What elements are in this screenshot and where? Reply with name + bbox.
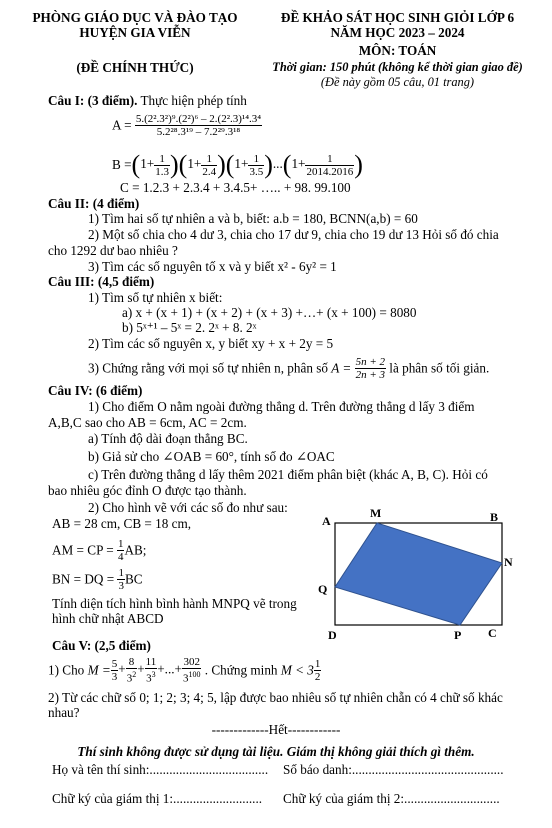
label-n: N bbox=[504, 555, 513, 569]
label-d: D bbox=[328, 628, 337, 642]
q2-item-2: 2) Một số chia cho 4 dư 3, chia cho 17 dư 9, chia cho 19 dư 13 Hỏi số đó chia bbox=[88, 227, 499, 242]
q3-item-1b: b) 5ˣ⁺¹ – 5ˣ = 2. 2ˣ + 8. 2ˣ bbox=[122, 320, 257, 335]
q5-item-2-cont: nhau? bbox=[48, 705, 80, 720]
q5-heading: Câu V: (2,5 điểm) bbox=[52, 638, 151, 653]
q4-item-1b: b) Giả sử cho ∠OAB = 60°, tính số đo ∠OAC bbox=[88, 449, 335, 464]
q4-heading: Câu IV: (6 điểm) bbox=[48, 383, 143, 398]
q3-item-1a: a) x + (x + 1) + (x + 2) + (x + 3) +…+ (x + 100) = 8080 bbox=[122, 305, 417, 320]
candidate-name-field: Họ và tên thí sinh:.................................... bbox=[52, 762, 269, 777]
end-marker: -------------Hết------------ bbox=[211, 722, 341, 737]
q4-item-2: 2) Cho hình vẽ với các số đo như sau: bbox=[88, 500, 288, 515]
official-label: (ĐỀ CHÍNH THỨC) bbox=[76, 60, 194, 75]
label-q: Q bbox=[318, 582, 328, 596]
q1-heading: Câu I: (3 điểm). Thực hiện phép tính bbox=[48, 93, 247, 108]
q2-heading: Câu II: (4 điểm) bbox=[48, 196, 140, 211]
q4-item-2c: BN = DQ = $\frac{1}{3}$ BC bbox=[52, 567, 143, 592]
candidate-number-field: Số báo danh:.............................................. bbox=[283, 762, 504, 777]
q2-item-1: 1) Tìm hai số tự nhiên a và b, biết: a.b = 180, BCNN(a,b) = 60 bbox=[88, 211, 418, 226]
label-p: P bbox=[454, 628, 462, 642]
subject: MÔN: TOÁN bbox=[358, 43, 437, 58]
label-a: A bbox=[322, 514, 331, 528]
q3-item-1: 1) Tìm số tự nhiên x biết: bbox=[88, 290, 223, 305]
rectangle-figure bbox=[312, 505, 522, 645]
q4-item-1c-cont: bao nhiêu góc đỉnh O được tạo thành. bbox=[48, 483, 247, 498]
q4-item-1c: c) Trên đường thẳng d lấy thêm 2021 điểm phân biệt (khác A, B, C). Hỏi có bbox=[88, 467, 488, 482]
q3-item-3: 3) Chứng rằng với mọi số tự nhiên n, phân số A = $\frac{5n + 2}{2n + 3}$ là phân số tối giản. bbox=[88, 356, 490, 381]
page-count: (Đề này gồm 05 câu, 01 trang) bbox=[320, 75, 475, 89]
label-m: M bbox=[370, 506, 382, 520]
q1-expression-b: B =(1+ $\frac{1}{1.3}$ )(1+ $\frac{1}{2.4}$ )(1+ $\frac{1}{3.5}$ )...(1+ $\frac{1}{2014.2016}$ ) bbox=[112, 150, 363, 179]
q1-expression-a: A = $\frac{\text{5.(2².3²)⁹.(2²)⁶ – 2.(2².3)¹⁴.3⁴}}{\text{5.2²⁸.3¹⁹ – 7.2²⁹.3¹⁸}}$ bbox=[112, 113, 262, 138]
q2-item-3: 3) Tìm các số nguyên tố x và y biết x² - 6y² = 1 bbox=[88, 259, 337, 274]
q4-item-2b: AM = CP = $\frac{1}{4}$ AB; bbox=[52, 538, 147, 563]
q4-item-1: 1) Cho điểm O nằm ngoài đường thẳng d. Trên đường thẳng d lấy 3 điểm bbox=[88, 399, 475, 414]
parallelogram-mnpq bbox=[335, 523, 502, 625]
q4-item-2a: AB = 28 cm, CB = 18 cm, bbox=[52, 516, 192, 531]
q5-item-1: 1) Cho M = $\frac{5}{3}$ + $\frac{8}{3^2}$ + $\frac{11}{3^3}$ +...+ $\frac{302}{3^{100}}$ . Chứng minh M < 3 $\frac{1}{2}$ bbox=[48, 656, 321, 685]
district-name: HUYỆN GIA VIỄN bbox=[79, 25, 191, 40]
supervisor-2-signature: Chữ ký của giám thị 2:............................. bbox=[283, 791, 500, 806]
school-year: NĂM HỌC 2023 – 2024 bbox=[330, 25, 465, 40]
supervisor-1-signature: Chữ ký của giám thị 1:........................... bbox=[52, 791, 263, 806]
time-limit: Thời gian: 150 phút (không kể thời gian giao đề) bbox=[272, 60, 523, 74]
q4-item-1a: a) Tính độ dài đoạn thẳng BC. bbox=[88, 431, 248, 446]
exam-title: ĐỀ KHẢO SÁT HỌC SINH GIỎI LỚP 6 bbox=[280, 10, 515, 25]
a-numerator: 5.(2².3²)⁹.(2²)⁶ – 2.(2².3)¹⁴.3⁴ bbox=[135, 113, 262, 125]
q5-item-2: 2) Từ các chữ số 0; 1; 2; 3; 4; 5, lập được bao nhiêu số tự nhiên chẵn có 4 chữ số khác bbox=[48, 690, 503, 705]
q3-item-2: 2) Tìm các số nguyên x, y biết xy + x + 2y = 5 bbox=[88, 336, 334, 351]
q1-expression-c: C = 1.2.3 + 2.3.4 + 3.4.5+ ….. + 98. 99.100 bbox=[120, 180, 351, 195]
q3-heading: Câu III: (4,5 điểm) bbox=[48, 274, 155, 289]
label-b: B bbox=[490, 510, 499, 524]
department-name: PHÒNG GIÁO DỤC VÀ ĐÀO TẠO bbox=[32, 10, 238, 25]
footer-note: Thí sinh không được sử dụng tài liệu. Giám thị không giải thích gì thêm. bbox=[77, 744, 475, 759]
a-denominator: 5.2²⁸.3¹⁹ – 7.2²⁹.3¹⁸ bbox=[156, 126, 241, 138]
q4-item-1-cont: A,B,C sao cho AB = 6cm, AC = 2cm. bbox=[48, 415, 247, 430]
q4-item-2d: Tính diện tích hình bình hành MNPQ vẽ trong bbox=[52, 596, 297, 611]
label-c: C bbox=[488, 626, 497, 640]
q2-item-2-cont: cho 1292 dư bao nhiêu ? bbox=[48, 243, 178, 258]
q4-item-2e: hình chữ nhật ABCD bbox=[52, 611, 164, 626]
